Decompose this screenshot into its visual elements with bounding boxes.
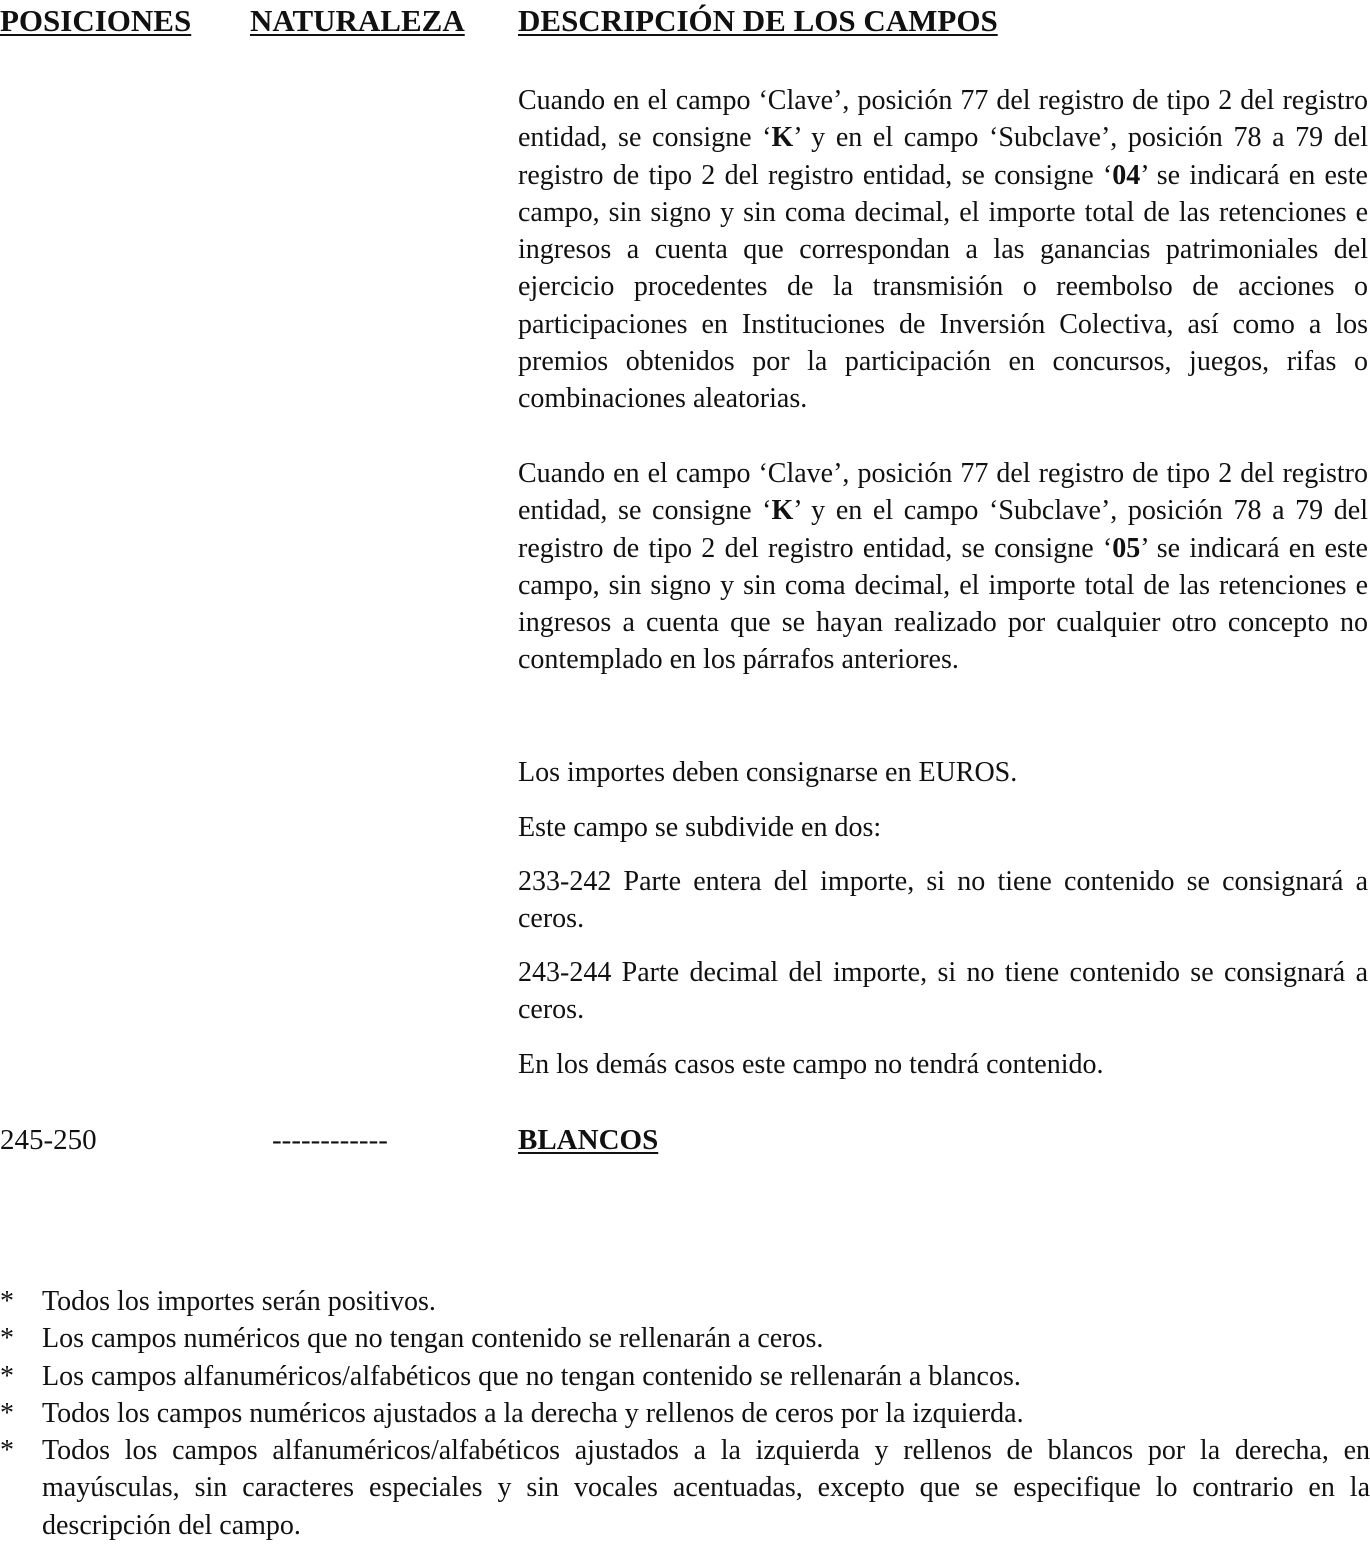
asterisk-bullet: *: [0, 1435, 14, 1467]
integer-part-note: [518, 863, 1368, 938]
asterisk-bullet: *: [0, 1397, 14, 1429]
subclave-value: 04: [1112, 159, 1141, 191]
clave-value: K: [771, 495, 794, 527]
paragraph-text: Los importes deben consignarse en EUROS.: [518, 757, 1018, 788]
paragraph-text: 243-244 Parte decimal del importe, si no tiene contenido se consignará a ceros.: [518, 957, 1368, 1026]
paragraph-text: 233-242 Parte entera del importe, si no tiene contenido se consignará a ceros.: [518, 866, 1368, 935]
row-posiciones: 245-250: [0, 1124, 97, 1156]
paragraph-text: ’ y en el campo ‘Subclave’, posición 78 a 79 del registro de tipo 2 del registro entidad, se consigne ‘: [518, 495, 1368, 564]
description-paragraph-clave-k-04: [518, 82, 1368, 418]
header-posiciones: POSICIONES: [0, 3, 192, 38]
euros-note: [518, 754, 1368, 791]
subdivision-note: [518, 809, 1368, 846]
notes-list: [0, 1283, 1370, 1544]
note-text: Los campos alfanuméricos/alfabéticos que no tengan contenido se rellenarán a blancos.: [42, 1360, 1021, 1392]
paragraph-text: ’ se indicará en este campo, sin signo y sin coma decimal, el importe total de las retenciones e ingresos a cuenta que se hayan realizado por cualquier otro concepto no contemplado en los párrafos anteriores.: [518, 532, 1368, 676]
header-naturaleza: NATURALEZA: [250, 3, 465, 38]
list-item: [0, 1283, 1370, 1320]
clave-value: K: [771, 122, 794, 154]
other-cases-note: [518, 1046, 1368, 1083]
description-paragraph-clave-k-05: [518, 455, 1368, 679]
asterisk-bullet: *: [0, 1286, 14, 1317]
list-item: [0, 1320, 1370, 1357]
asterisk-bullet: *: [0, 1323, 14, 1355]
decimal-part-note: [518, 954, 1368, 1029]
paragraph-text: ’ se indicará en este campo, sin signo y sin coma decimal, el importe total de las retenciones e ingresos a cuenta que correspondan a las ganancias patrimoniales del ejercicio procedentes de la transmisión o reembolso de acciones o participaciones en Instituciones de Inversión Colectiva, así como a los premios obtenidos por la participación en concursos, juegos, rifas o combinaciones aleatorias.: [518, 159, 1368, 415]
row-descripcion: BLANCOS: [518, 1124, 659, 1156]
note-text: Todos los campos numéricos ajustados a la derecha y rellenos de ceros por la izquierda.: [42, 1397, 1024, 1429]
paragraph-text: En los demás casos este campo no tendrá contenido.: [518, 1049, 1104, 1080]
paragraph-text: Cuando en el campo ‘Clave’, posición 77 del registro de tipo 2 del registro entidad, se consigne ‘: [518, 458, 1368, 527]
list-item: [0, 1358, 1370, 1395]
asterisk-bullet: *: [0, 1360, 14, 1392]
list-item: [0, 1432, 1370, 1544]
paragraph-text: Cuando en el campo ‘Clave’, posición 77 del registro de tipo 2 del registro entidad, se consigne ‘: [518, 85, 1368, 154]
row-naturaleza: ------------: [272, 1124, 388, 1156]
subclave-value: 05: [1112, 532, 1141, 564]
paragraph-text: Este campo se subdivide en dos:: [518, 812, 882, 843]
paragraph-text: ’ y en el campo ‘Subclave’, posición 78 a 79 del registro de tipo 2 del registro entidad, se consigne ‘: [518, 122, 1368, 191]
list-item: [0, 1395, 1370, 1432]
note-text: Todos los campos alfanuméricos/alfabéticos ajustados a la izquierda y rellenos de blancos por la derecha, en mayúsculas, sin caracteres especiales y sin vocales acentuadas, excepto que se especifique lo contrario en la descripción del campo.: [42, 1435, 1370, 1541]
note-text: Los campos numéricos que no tengan contenido se rellenarán a ceros.: [42, 1323, 824, 1355]
note-text: Todos los importes serán positivos.: [42, 1286, 436, 1317]
header-descripcion: DESCRIPCIÓN DE LOS CAMPOS: [518, 3, 998, 38]
